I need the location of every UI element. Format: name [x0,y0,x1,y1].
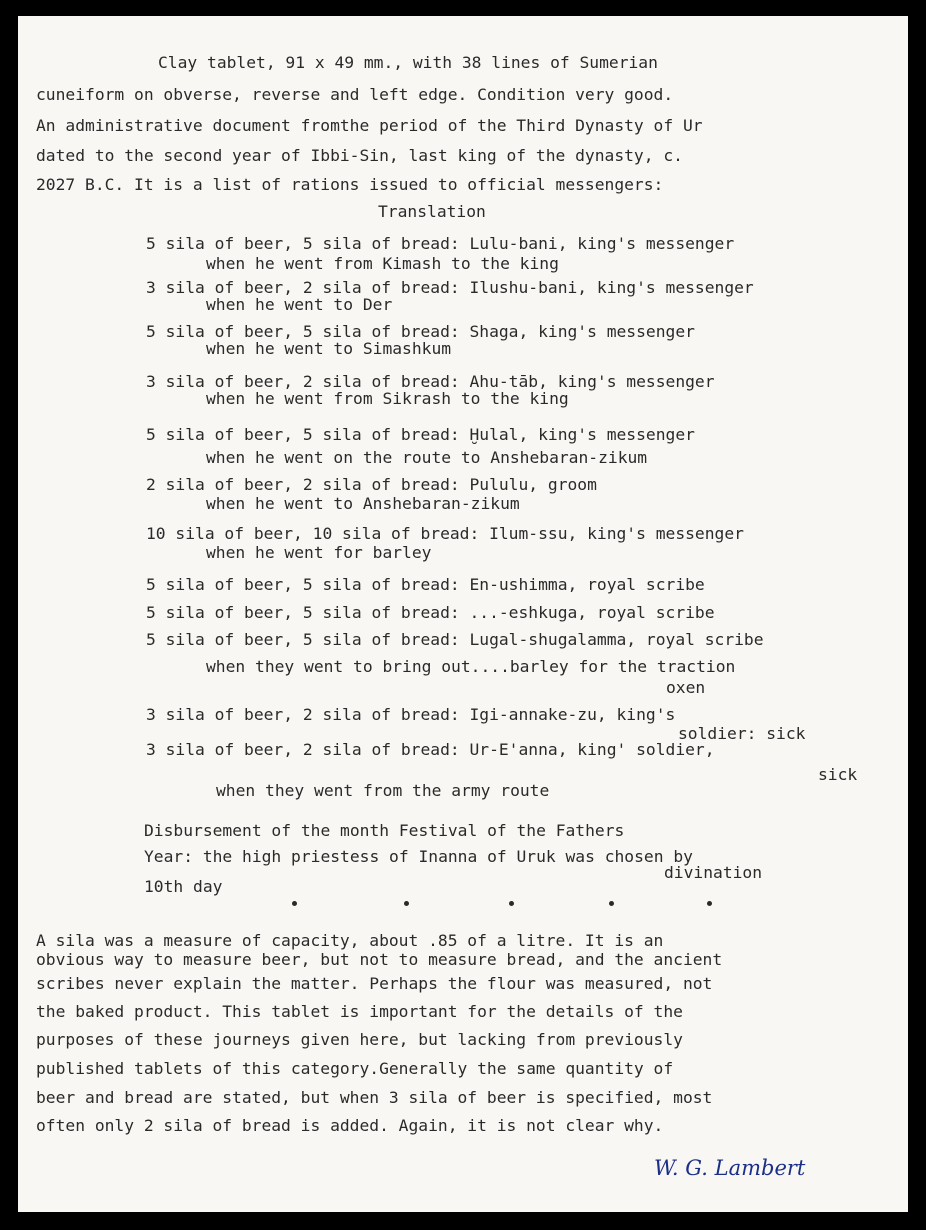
ration-entry-line: 5 sila of beer, 5 sila of bread: Shaga, king's messenger [146,322,695,341]
ration-entry-purpose: when he went to Der [206,295,393,314]
commentary-line: the baked product. This tablet is important for the details of the [36,1002,683,1021]
dot [292,901,297,906]
commentary-line: A sila was a measure of capacity, about .85 of a litre. It is an [36,931,664,950]
ration-entry-line: 3 sila of beer, 2 sila of bread: Ahu-tāb, king's messenger [146,372,715,391]
ration-entry-line: 2 sila of beer, 2 sila of bread: Pululu, groom [146,475,597,494]
disbursement-line: Year: the high priestess of Inanna of Uruk was chosen by [144,847,693,866]
disbursement-line: Disbursement of the month Festival of the Fathers [144,821,625,840]
typewritten-page [18,16,908,1212]
intro-line: cuneiform on obverse, reverse and left edge. Condition very good. [36,85,674,104]
commentary-line: scribes never explain the matter. Perhaps the flour was measured, not [36,974,713,993]
intro-line: An administrative document fromthe period of the Third Dynasty of Ur [36,116,703,135]
commentary-line: purposes of these journeys given here, but lacking from previously [36,1030,683,1049]
commentary-line: often only 2 sila of bread is added. Again, it is not clear why. [36,1116,664,1135]
commentary-line: published tablets of this category.Generally the same quantity of [36,1059,674,1078]
intro-line: 2027 B.C. It is a list of rations issued to official messengers: [36,175,664,194]
commentary-line: obvious way to measure beer, but not to measure bread, and the ancient [36,950,723,969]
disbursement-line: divination [664,863,763,882]
ration-entry-line: 5 sila of beer, 5 sila of bread: ...-eshkuga, royal scribe [146,603,715,622]
ration-entry-line: 3 sila of beer, 2 sila of bread: Igi-annake-zu, king's [146,705,676,724]
ration-entry-purpose: when they went to bring out....barley for the traction [206,657,736,676]
ration-entry-purpose: oxen [666,678,706,697]
ration-entry-purpose: sick [818,765,858,784]
ration-entry-purpose: when he went on the route to Anshebaran-zikum [206,448,648,467]
ration-entry-purpose: when he went to Simashkum [206,339,452,358]
ration-entry-line: 3 sila of beer, 2 sila of bread: Ur-E'anna, king' soldier, [146,740,715,759]
separator-dots [18,901,908,913]
ration-entry-purpose: when he went for barley [206,543,432,562]
dot [509,901,514,906]
intro-line: Clay tablet, 91 x 49 mm., with 38 lines of Sumerian [158,53,658,72]
commentary-line: beer and bread are stated, but when 3 sila of beer is specified, most [36,1088,713,1107]
translation-heading: Translation [378,202,486,221]
dot [404,901,409,906]
ration-entry-line: 3 sila of beer, 2 sila of bread: Ilushu-bani, king's messenger [146,278,754,297]
signature: W. G. Lambert [654,1156,806,1180]
disbursement-line: 10th day [144,877,223,896]
ration-entry-line: 5 sila of beer, 5 sila of bread: En-ushimma, royal scribe [146,575,705,594]
army-route-line: when they went from the army route [216,781,550,800]
ration-entry-purpose: soldier: sick [678,724,806,743]
ration-entry-purpose: when he went to Anshebaran-zikum [206,494,520,513]
dot [609,901,614,906]
ration-entry-line: 10 sila of beer, 10 sila of bread: Ilum-ssu, king's messenger [146,524,744,543]
ration-entry-line: 5 sila of beer, 5 sila of bread: Lulu-bani, king's messenger [146,234,735,253]
ration-entry-purpose: when he went from Sikrash to the king [206,389,569,408]
ration-entry-purpose: when he went from Kimash to the king [206,254,559,273]
intro-line: dated to the second year of Ibbi-Sin, last king of the dynasty, c. [36,146,683,165]
dot [707,901,712,906]
ration-entry-line: 5 sila of beer, 5 sila of bread: Ḫulal, king's messenger [146,425,695,444]
ration-entry-line: 5 sila of beer, 5 sila of bread: Lugal-shugalamma, royal scribe [146,630,764,649]
